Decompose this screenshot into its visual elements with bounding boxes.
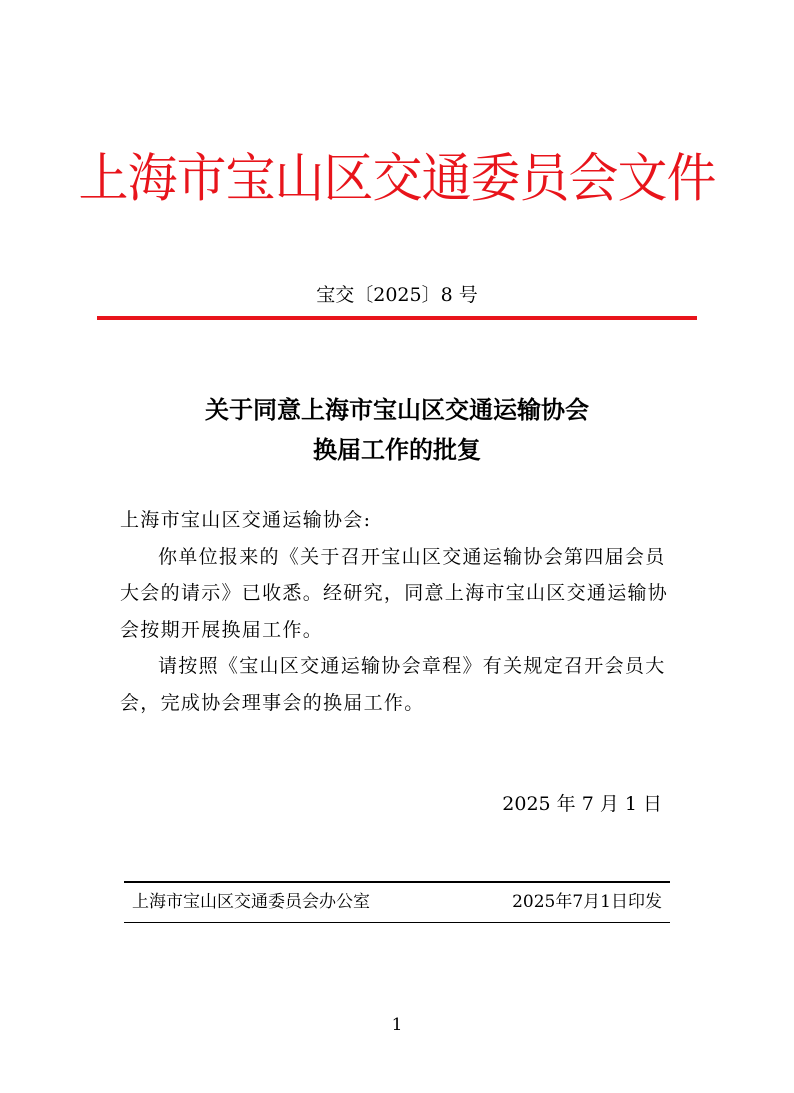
body-paragraph-1: 你单位报来的《关于召开宝山区交通运输协会第四届会员大会的请示》已收悉。经研究，同意上海市宝山区交通运输协会按期开展换届工作。 (120, 545, 669, 641)
signing-date: 2025 年 7 月 1 日 (502, 793, 662, 815)
salutation: 上海市宝山区交通运输协会: (120, 509, 372, 531)
footer-bottom-rule (124, 922, 670, 923)
page-number: 1 (391, 1015, 403, 1035)
red-divider-line (97, 316, 697, 320)
body-paragraph-2: 请按照《宝山区交通运输协会章程》有关规定召开会员大会，完成协会理事会的换届工作。 (120, 655, 666, 714)
document-number: 宝交〔2025〕8 号 (316, 284, 478, 306)
title-line-2: 换届工作的批复 (313, 436, 481, 464)
masthead-title: 上海市宝山区交通委员会文件 (78, 147, 716, 209)
footer-issuer: 上海市宝山区交通委员会办公室 (132, 892, 370, 912)
footer-top-rule (124, 881, 670, 883)
footer-print-date: 2025年7月1日印发 (512, 892, 662, 912)
document-title (0, 390, 794, 470)
title-line-1: 关于同意上海市宝山区交通运输协会 (205, 396, 589, 424)
document-body (120, 502, 672, 721)
